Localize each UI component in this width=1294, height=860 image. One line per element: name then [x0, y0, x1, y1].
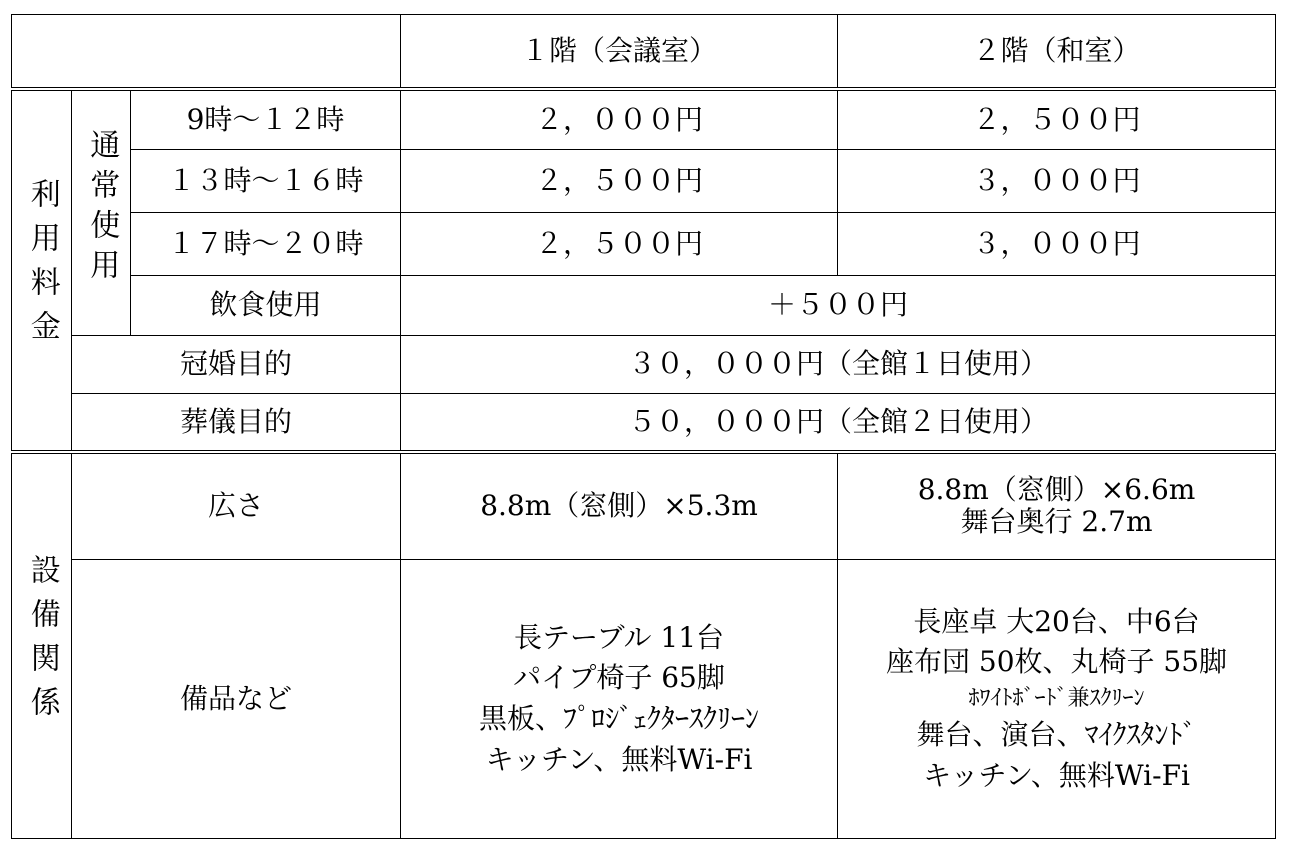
equipment-floor1-line: 黒板、ﾌﾟﾛｼﾞｪｸﾀｰｽｸﾘｰﾝ — [479, 702, 760, 735]
wedding-value: ３０，０００円（全館１日使用） — [401, 336, 1276, 394]
equipment-floor1-line: パイプ椅子 65脚 — [513, 661, 725, 695]
size-row — [12, 452, 1276, 560]
fee-row-3 — [12, 213, 1276, 276]
fee-table-page — [11, 14, 1275, 846]
funeral-value: ５０，０００円（全館２日使用） — [401, 394, 1276, 452]
fee-floor1: ２，５００円 — [401, 213, 838, 276]
header-blank-cell — [12, 15, 401, 89]
equipment-row — [12, 560, 1276, 839]
header-floor2: ２階（和室） — [838, 15, 1276, 89]
fee-floor1: ２，５００円 — [401, 150, 838, 213]
fee-group-label-cell — [12, 89, 72, 452]
header-floor1: １階（会議室） — [401, 15, 838, 89]
equipment-floor2-line: 長座卓 大20台、中6台 — [913, 604, 1200, 638]
equipment-floor2-line: 舞台、演台、ﾏｲｸｽﾀﾝﾄﾞ — [916, 717, 1197, 751]
equipment-floor1-line: キッチン、無料Wi-Fi — [485, 742, 753, 776]
time-slot: 9時～１２時 — [131, 89, 401, 150]
time-slot: １７時～２０時 — [131, 213, 401, 276]
fee-group-label: 利用料金 — [24, 178, 60, 355]
facility-group-label: 設備関係 — [24, 554, 60, 731]
time-slot: １３時～１６時 — [131, 150, 401, 213]
equipment-floor2-line: ﾎﾜｲﾄﾎﾞｰﾄﾞ兼ｽｸﾘｰﾝ — [968, 686, 1145, 712]
food-label: 飲食使用 — [131, 276, 401, 336]
food-row — [12, 276, 1276, 336]
normal-use-label-cell — [72, 89, 131, 336]
facility-group-label-cell — [12, 452, 72, 839]
equipment-floor1-line: 長テーブル 11台 — [514, 620, 725, 654]
equipment-floor2-cell — [838, 560, 1276, 839]
fee-floor2: ２，５００円 — [838, 89, 1276, 150]
equipment-label: 備品など — [72, 560, 401, 839]
size-floor2-line: 舞台奥行 2.7m — [960, 505, 1153, 539]
funeral-label: 葬儀目的 — [72, 394, 401, 452]
fee-row-1 — [12, 89, 1276, 150]
facility-fee-table — [11, 14, 1276, 839]
equipment-floor2-line: 座布団 50枚、丸椅子 55脚 — [885, 645, 1228, 679]
equipment-floor1-cell — [401, 560, 838, 839]
normal-use-label: 通常使用 — [84, 129, 120, 290]
equipment-floor2-line: キッチン、無料Wi-Fi — [923, 758, 1190, 792]
size-label: 広さ — [72, 452, 401, 560]
size-floor2-cell — [838, 452, 1276, 560]
size-floor2-line: 8.8m（窓側）×6.6m — [917, 473, 1196, 507]
fee-floor2: ３，０００円 — [838, 213, 1276, 276]
fee-row-2 — [12, 150, 1276, 213]
header-row — [12, 15, 1276, 89]
food-value: ＋５００円 — [401, 276, 1276, 336]
fee-floor1: ２，０００円 — [401, 89, 838, 150]
size-floor1: 8.8m（窓側）×5.3m — [401, 452, 838, 560]
wedding-row — [12, 336, 1276, 394]
funeral-row — [12, 394, 1276, 452]
fee-floor2: ３，０００円 — [838, 150, 1276, 213]
wedding-label: 冠婚目的 — [72, 336, 401, 394]
